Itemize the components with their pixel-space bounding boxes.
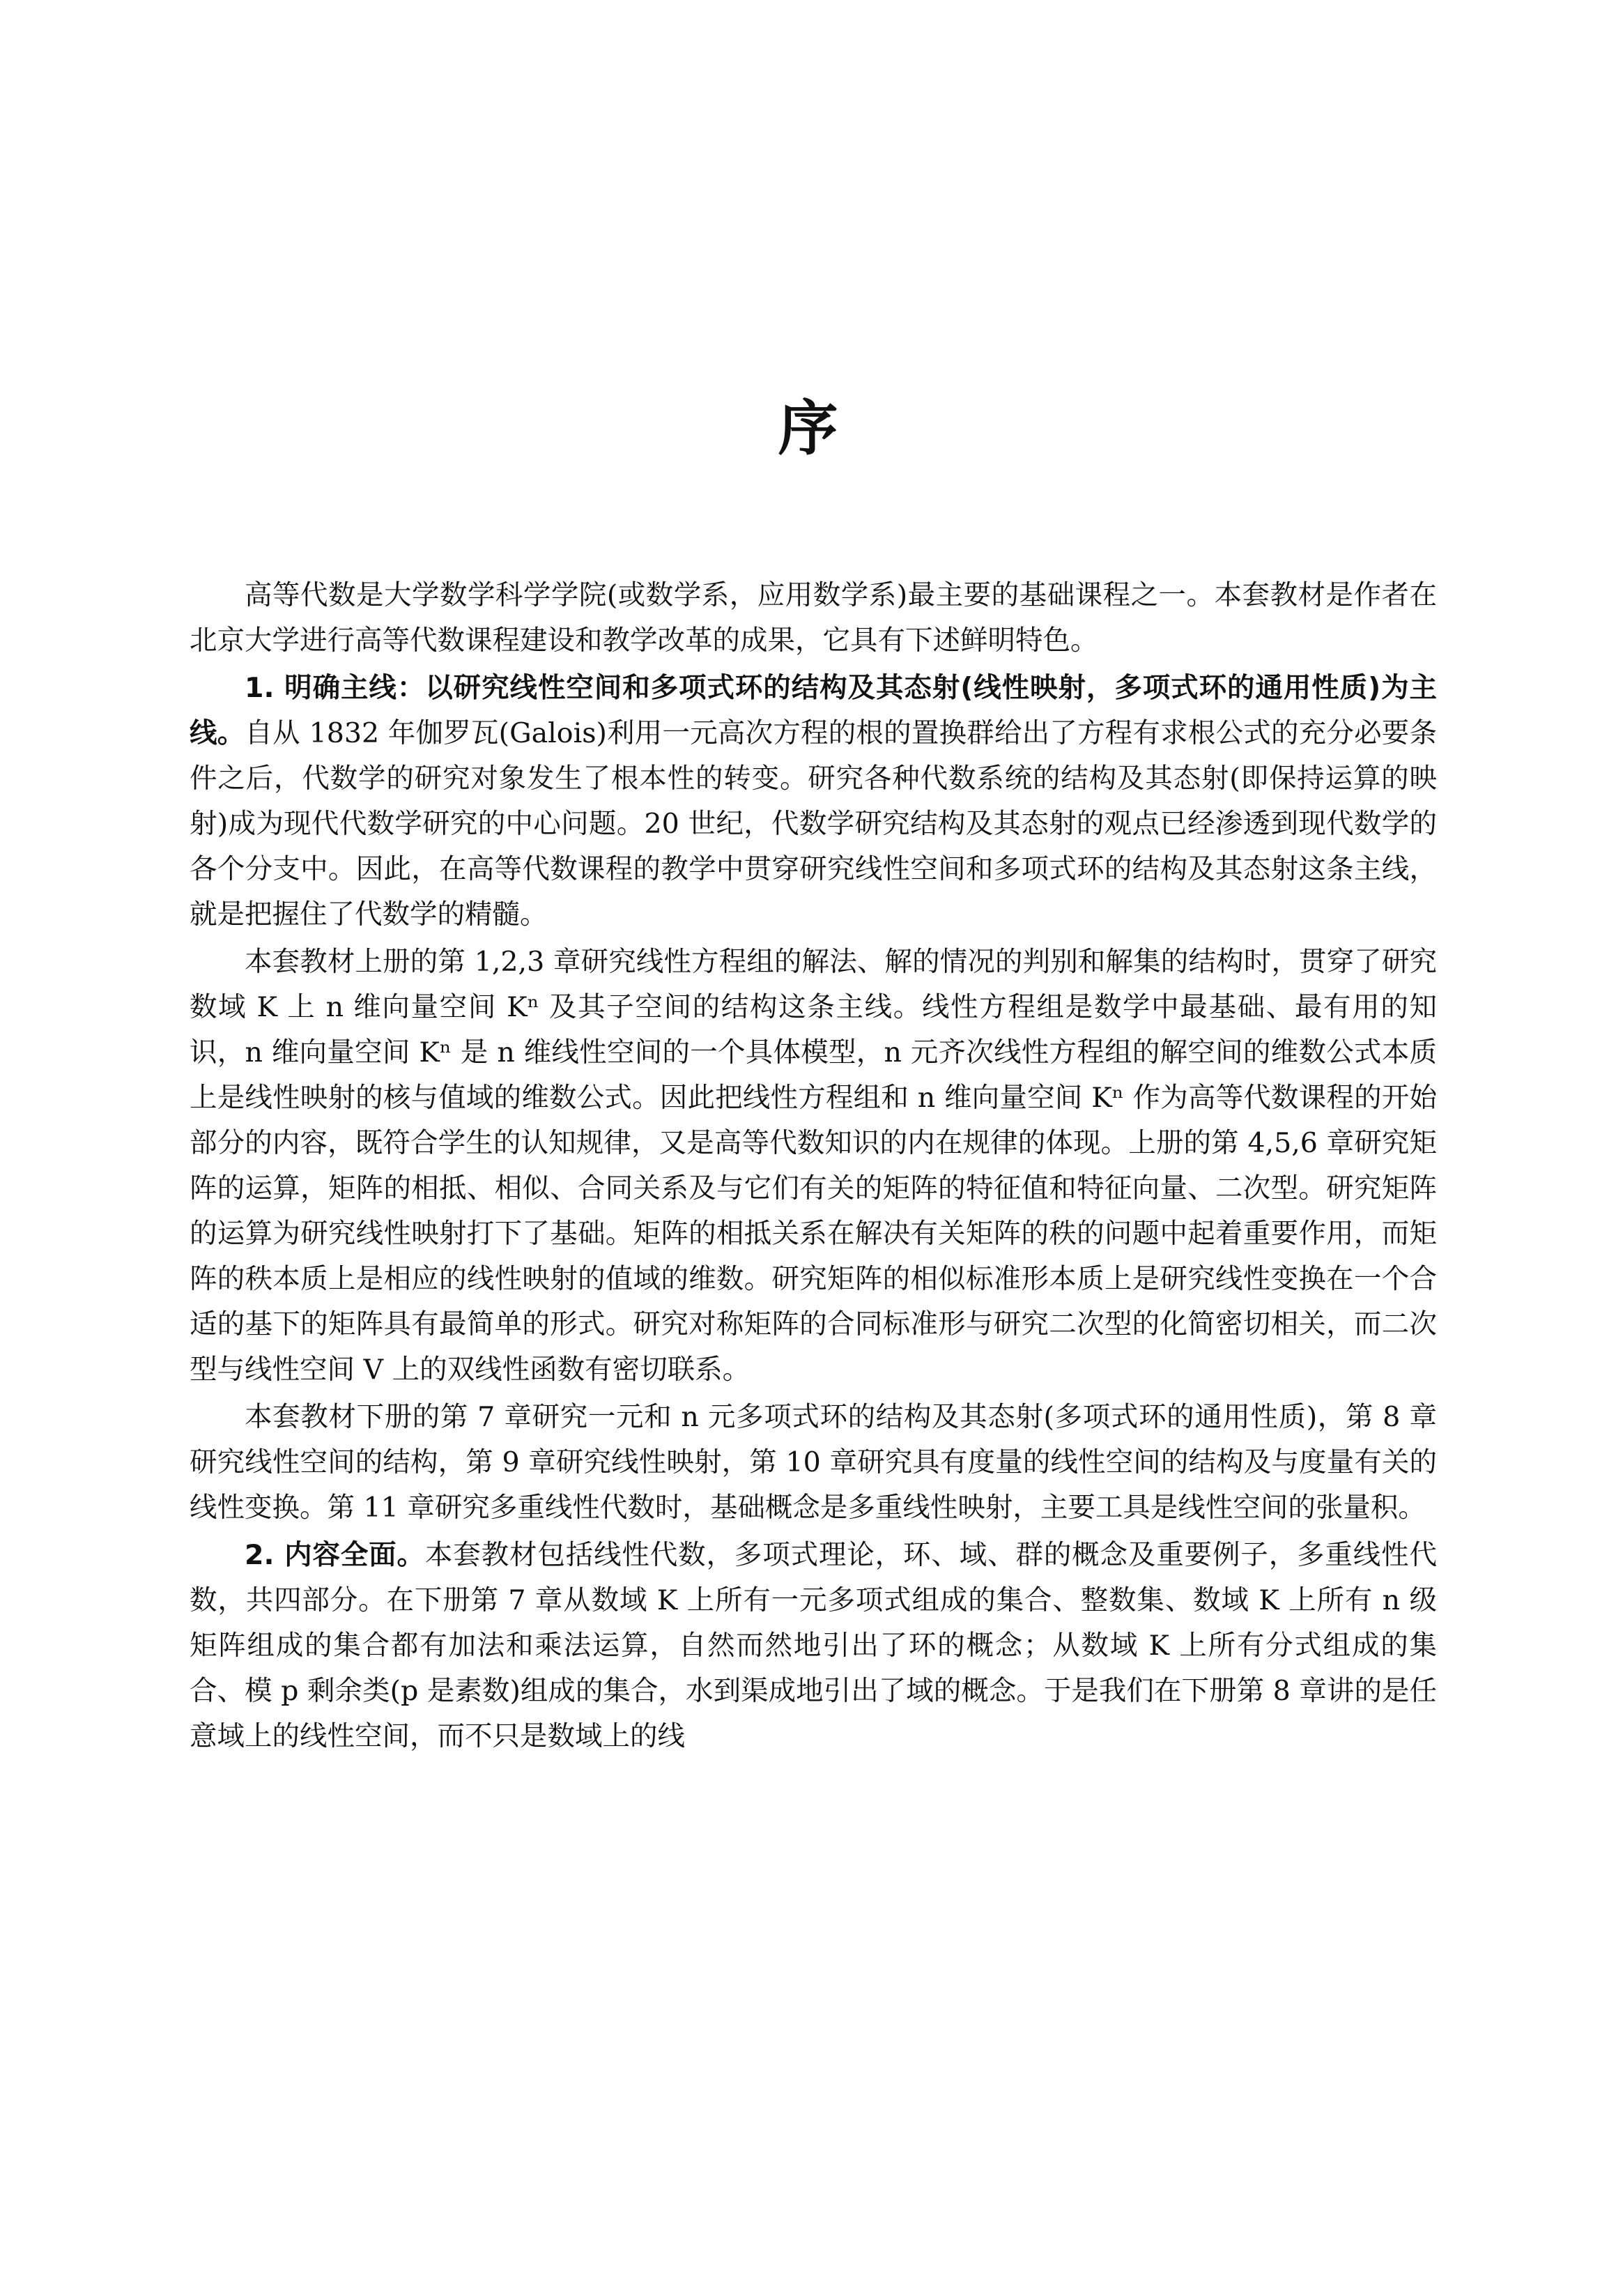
paragraph-text: 本套教材上册的第 1,2,3 章研究线性方程组的解法、解的情况的判别和解集的结构时，贯穿了研究数域 K 上 n 维向量空间 Kⁿ 及其子空间的结构这条主线。线性方程组是数学中最基础、最有用的知识，n 维向量空间 Kⁿ 是 n 维线性空间的一个具体模型，n 元齐次线性方程组的解空间的维数公式本质上是线性映射的核与值域的维数公式。因此把线性方程组和 n 维向量空间 Kⁿ 作为高等代数课程的开始部分的内容，既符合学生的认知规律，又是高等代数知识的内在规律的体现。上册的第 4,5,6 章研究矩阵的运算，矩阵的相抵、相似、合同关系及与它们有关的矩阵的特征值和特征向量、二次型。研究矩阵的运算为研究线性映射打下了基础。矩阵的相抵关系在解决有关矩阵的秩的问题中起着重要作用，而矩阵的秩本质上是相应的线性映射的值域的维数。研究矩阵的相似标准形本质上是研究线性变换在一个合适的基下的矩阵具有最简单的形式。研究对称矩阵的合同标准形与研究二次型的化简密切相关，而二次型与线性空间 V 上的双线性函数有密切联系。 [190,946,1437,1386]
paragraph [190,940,1437,1393]
paragraph-lead: 2. 内容全面。 [245,1539,425,1571]
paragraph [190,666,1437,937]
page-title: 序 [778,394,838,464]
paragraph [190,1533,1437,1759]
paragraph-text: 自从 1832 年伽罗瓦(Galois)利用一元高次方程的根的置换群给出了方程有求根公式的充分必要条件之后，代数学的研究对象发生了根本性的转变。研究各种代数系统的结构及其态射(即保持运算的映射)成为现代代数学研究的中心问题。20 世纪，代数学研究结构及其态射的观点已经渗透到现代数学的各个分支中。因此，在高等代数课程的教学中贯穿研究线性空间和多项式环的结构及其态射这条主线，就是把握住了代数学的精髓。 [190,717,1437,931]
paragraph [190,1395,1437,1531]
body-text [190,573,1437,1759]
paragraph-text: 本套教材下册的第 7 章研究一元和 n 元多项式环的结构及其态射(多项式环的通用性质)，第 8 章研究线性空间的结构，第 9 章研究线性映射，第 10 章研究具有度量的线性空间的结构及与度量有关的线性变换。第 11 章研究多重线性代数时，基础概念是多重线性映射，主要工具是线性空间的张量积。 [190,1401,1437,1524]
paragraph-text: 本套教材包括线性代数，多项式理论，环、域、群的概念及重要例子，多重线性代数，共四部分。在下册第 7 章从数域 K 上所有一元多项式组成的集合、整数集、数域 K 上所有 n 级矩阵组成的集合都有加法和乘法运算，自然而然地引出了环的概念；从数域 K 上所有分式组成的集合、模 p 剩余类(p 是素数)组成的集合，水到渠成地引出了域的概念。于是我们在下册第 8 章讲的是任意域上的线性空间，而不只是数域上的线 [190,1539,1437,1752]
paragraph-text: 高等代数是大学数学科学学院(或数学系，应用数学系)最主要的基础课程之一。本套教材是作者在北京大学进行高等代数课程建设和教学改革的成果，它具有下述鲜明特色。 [190,579,1437,657]
paragraph-lead: 1. 明确主线：以研究线性空间和多项式环的结构及其态射(线性映射，多项式环的通用性质)为主线。 [190,672,1437,749]
paragraph [190,573,1437,664]
